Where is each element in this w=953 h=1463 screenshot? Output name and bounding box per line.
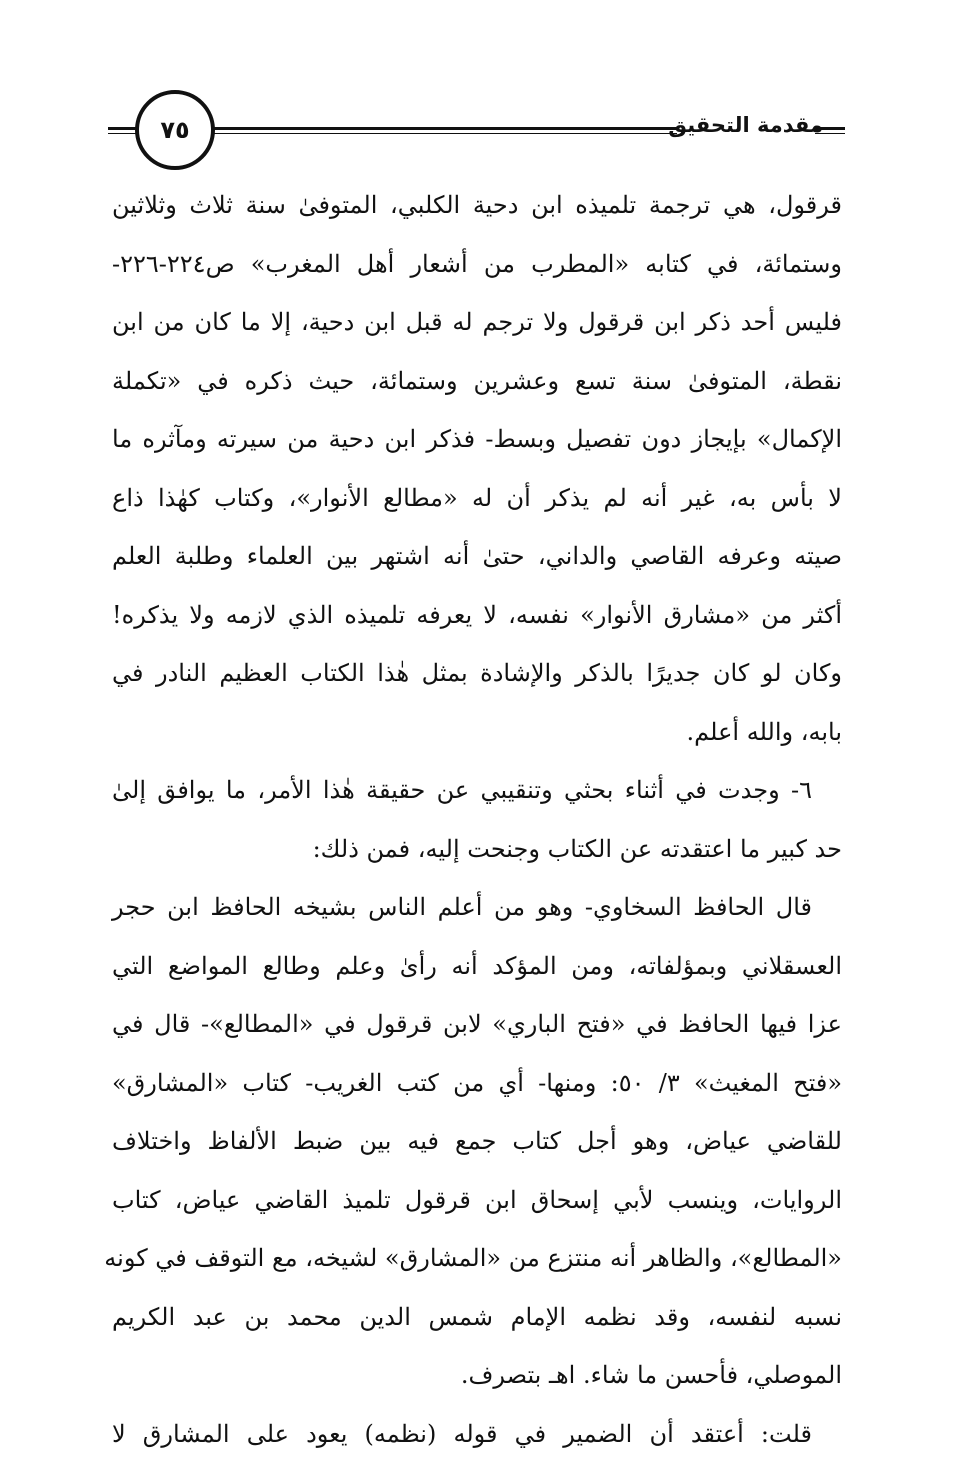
text-line: ٦- وجدت في أثناء بحثي وتنقيبي عن حقيقة هٰذا الأمر، ما يوافق إلىٰ — [112, 761, 842, 820]
text-line: قرقول، هي ترجمة تلميذه ابن دحية الكلبي، المتوفىٰ سنة ثلاث وثلاثين — [112, 176, 842, 235]
running-header-title: مقدمة التحقيق — [668, 113, 823, 137]
text-line: للقاضي عياض، وهو أجل كتاب جمع فيه بين ضبط الألفاظ واختلاف — [112, 1112, 842, 1171]
text-line: وكان لو كان جديرًا بالذكر والإشادة بمثل هٰذا الكتاب العظيم النادر في — [112, 644, 842, 703]
text-line: نسبه لنفسه، وقد نظمه الإمام شمس الدين محمد بن عبد الكريم — [112, 1288, 842, 1347]
text-line: حد كبير ما اعتقدته عن الكتاب وجنحت إليه، فمن ذلك: — [112, 820, 842, 879]
text-line: لا بأس به، غير أنه لم يذكر أن له «مطالع الأنوار»، وكتاب كهٰذا ذاع — [112, 469, 842, 528]
text-line: قال الحافظ السخاوي- وهو من أعلم الناس بشيخه الحافظ ابن حجر — [112, 878, 842, 937]
text-line: صيته وعرفه القاصي والداني، حتىٰ أنه اشتهر بين العلماء وطلبة العلم — [112, 527, 842, 586]
text-line: عزا فيها الحافظ في «فتح الباري» لابن قرقول في «المطالع»- قال في — [112, 995, 842, 1054]
text-line: فليس أحد ذكر ابن قرقول ولا ترجم له قبل ابن دحية، إلا ما كان من ابن — [112, 293, 842, 352]
text-line: الموصلي، فأحسن ما شاء. اهـ بتصرف. — [112, 1346, 842, 1405]
text-line: وستمائة، في كتابه «المطرب من أشعار أهل المغرب» ص٢٢٤-٢٢٦- — [112, 235, 842, 294]
text-line: «فتح المغيث» ٣/ ٥٠: ومنها- أي من كتب الغريب- كتاب «المشارق» — [112, 1054, 842, 1113]
page-header — [0, 0, 953, 190]
text-line: قلت: أعتقد أن الضمير في قوله (نظمه) يعود على المشارق لا — [112, 1405, 842, 1463]
body-text — [112, 176, 842, 1463]
text-line: «المطالع»، والظاهر أنه منتزع من «المشارق» لشيخه، مع التوقف في كونه — [112, 1229, 842, 1288]
text-line: الروايات، وينسب لأبي إسحاق ابن قرقول تلميذ القاضي عياض، كتاب — [112, 1171, 842, 1230]
text-line: نقطة، المتوفىٰ سنة تسع وعشرين وستمائة، حيث ذكره في «تكملة — [112, 352, 842, 411]
text-line: بابه، والله أعلم. — [112, 703, 842, 762]
page-number-badge — [135, 90, 215, 170]
page-number: ٧٥ — [160, 116, 189, 144]
text-line: العسقلاني وبمؤلفاته، ومن المؤكد أنه رأىٰ وعلم وطالع المواضع التي — [112, 937, 842, 996]
header-rule-middle-thin — [205, 133, 677, 134]
text-line: أكثر من «مشارق الأنوار» نفسه، لا يعرفه تلميذه الذي لازمه ولا يذكره! — [112, 586, 842, 645]
text-line: الإكمال» بإيجاز دون تفصيل وبسط- فذكر ابن دحية من سيرته ومآثره ما — [112, 410, 842, 469]
header-rule-middle — [205, 127, 677, 130]
